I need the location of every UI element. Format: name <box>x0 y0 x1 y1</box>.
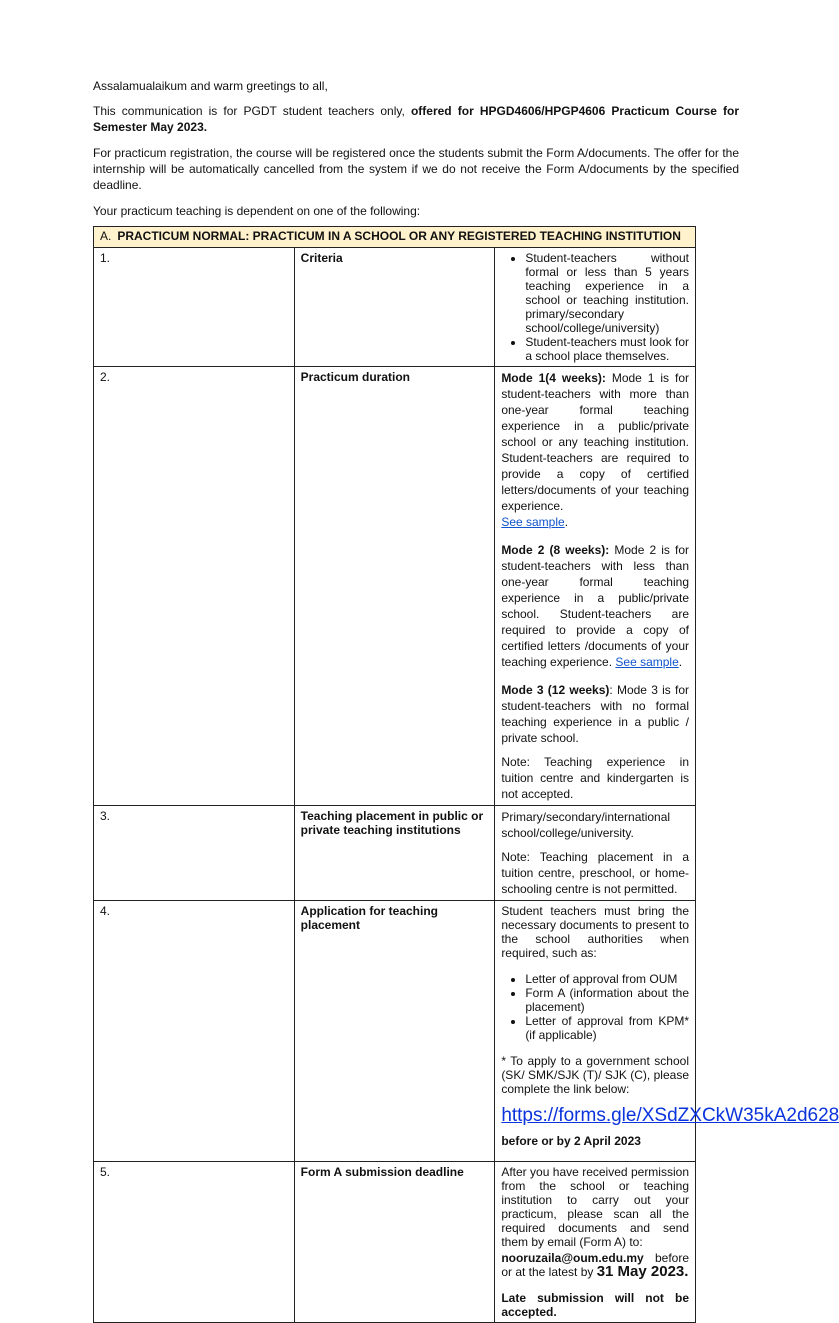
row-label: Application for teaching placement <box>294 901 495 1162</box>
placement-types: Primary/secondary/international school/college/university. <box>501 810 671 840</box>
row-number: 5. <box>94 1162 295 1323</box>
row-label: Practicum duration <box>294 367 495 806</box>
section-letter: A. <box>100 229 112 243</box>
application-form-link[interactable]: https://forms.gle/XSdZXCkW35kA2d628 <box>501 1105 839 1126</box>
mode1-title: Mode 1(4 weeks): <box>501 371 606 385</box>
row-number: 4. <box>94 901 295 1162</box>
government-school-note: * To apply to a government school (SK/ SMK/SJK (T)/ SJK (C), please complete the link below: <box>501 1054 689 1096</box>
list-item: • Letter of approval from KPM* (if applicable) <box>525 1014 689 1042</box>
mode2-paragraph: Mode 2 (8 weeks): Mode 2 is for student-teachers with less than one-year formal teaching experience in a public/private school. Student-teachers are required to provide a copy of certified letters /documents of your teaching experience. See sample. <box>501 543 689 669</box>
row-content <box>495 901 839 1162</box>
row-label: Teaching placement in public or private teaching institutions <box>294 806 495 901</box>
greeting: Assalamualaikum and warm greetings to all, <box>93 79 328 93</box>
duration-note: Note: Teaching experience in tuition centre and kindergarten is not accepted. <box>501 755 689 801</box>
row-number: 2. <box>94 367 295 806</box>
row-content <box>495 248 696 367</box>
row-label: Criteria <box>294 248 495 367</box>
table-row <box>94 248 696 367</box>
intro-plain: This communication is for PGDT student teachers only, <box>93 104 411 118</box>
application-intro: Student teachers must bring the necessary documents to present to the school authorities when required, such as: <box>501 904 689 960</box>
table-row <box>94 1162 696 1323</box>
mode1-text: Mode 1 is for student-teachers with more than one-year formal teaching experience in a public/private school or any teaching institution. Student-teachers are required to provide a copy of certified letters/documents of your teaching experience. <box>501 371 689 513</box>
row-content: Mode 1(4 weeks): Mode 1 is for student-teachers with more than one-year formal teaching experience in a public/private school or any teaching institution. Student-teachers are required to provide a copy of certified letters/documents of your teaching experience. See sample. Mode 2 (8 weeks): Mode 2 is for student-teachers with less than one-year formal teaching experience in a public/private school. Student-teachers are required to provide a copy of certified letters /documents of your teaching experience. See sample. Mode 3 (12 weeks): Mode 3 is for student-teachers with no formal teaching experience in a public / private school. Note: Teaching experience in tuition centre and kindergarten is not accepted. <box>495 367 696 806</box>
practicum-table <box>93 226 839 1323</box>
row-label: Form A submission deadline <box>294 1162 495 1323</box>
row-content <box>495 806 696 901</box>
intro-bold: offered for HPGD4606/HPGP4606 Practicum Course for Semester May 2023. <box>93 104 739 134</box>
list-item: • Form A (information about the placement) <box>525 986 689 1014</box>
submission-email: nooruzaila@oum.edu.my <box>501 1251 644 1265</box>
row-number: 3. <box>94 806 295 901</box>
table-row <box>94 901 696 1162</box>
row-number: 1. <box>94 248 295 367</box>
table-row <box>94 367 696 806</box>
criteria-list <box>501 251 689 363</box>
mode3-paragraph <box>501 682 689 746</box>
dependency-paragraph: Your practicum teaching is dependent on one of the following: <box>93 204 421 218</box>
list-item: • Student-teachers must look for a school place themselves. <box>525 335 689 363</box>
row-content <box>495 1162 696 1323</box>
intro-paragraph <box>93 103 739 135</box>
submission-instructions: After you have received permission from the school or teaching institution to carry out your practicum, please scan all the required documents and send them by email (Form A) to: <box>501 1165 689 1249</box>
see-sample-link-1[interactable]: See sample <box>501 515 565 529</box>
see-sample-link-2[interactable]: See sample <box>615 655 679 669</box>
mode3-text: : Mode 3 is for student-teachers with no formal teaching experience in a public / private school. <box>501 683 690 745</box>
list-item: • Letter of approval from OUM <box>525 972 689 986</box>
submission-date: 31 May 2023. <box>596 1263 689 1280</box>
mode2-title: Mode 2 (8 weeks): <box>501 543 610 557</box>
documents-list <box>501 972 689 1042</box>
mode1-paragraph <box>501 370 689 514</box>
placement-note: Note: Teaching placement in a tuition centre, preschool, or home-schooling centre is not permitted. <box>501 850 689 896</box>
document-page <box>93 78 839 1323</box>
section-header-row <box>94 227 696 248</box>
application-deadline: before or by 2 April 2023 <box>501 1134 641 1148</box>
table-row <box>94 806 696 901</box>
section-title: PRACTICUM NORMAL: PRACTICUM IN A SCHOOL OR ANY REGISTERED TEACHING INSTITUTION <box>117 229 681 243</box>
submission-mid: before or at the latest by <box>501 1251 689 1279</box>
late-submission-warning: Late submission will not be accepted. <box>501 1291 689 1319</box>
mode2-text: Mode 2 is for student-teachers with less than one-year formal teaching experience in a public/private school. Student-teachers are required to provide a copy of certified letters /documents of your teaching experience. <box>501 543 689 669</box>
mode3-title: Mode 3 (12 weeks) <box>501 683 610 697</box>
section-header <box>94 227 696 248</box>
registration-paragraph: For practicum registration, the course will be registered once the students submit the Form A/documents. The offer for the internship will be automatically cancelled from the system if we do not receive the Form A/documents by the specified deadline. <box>93 146 739 192</box>
list-item: • Student-teachers without formal or less than 5 years teaching experience in a school or teaching institution. primary/secondary school/college/university) <box>525 251 689 335</box>
